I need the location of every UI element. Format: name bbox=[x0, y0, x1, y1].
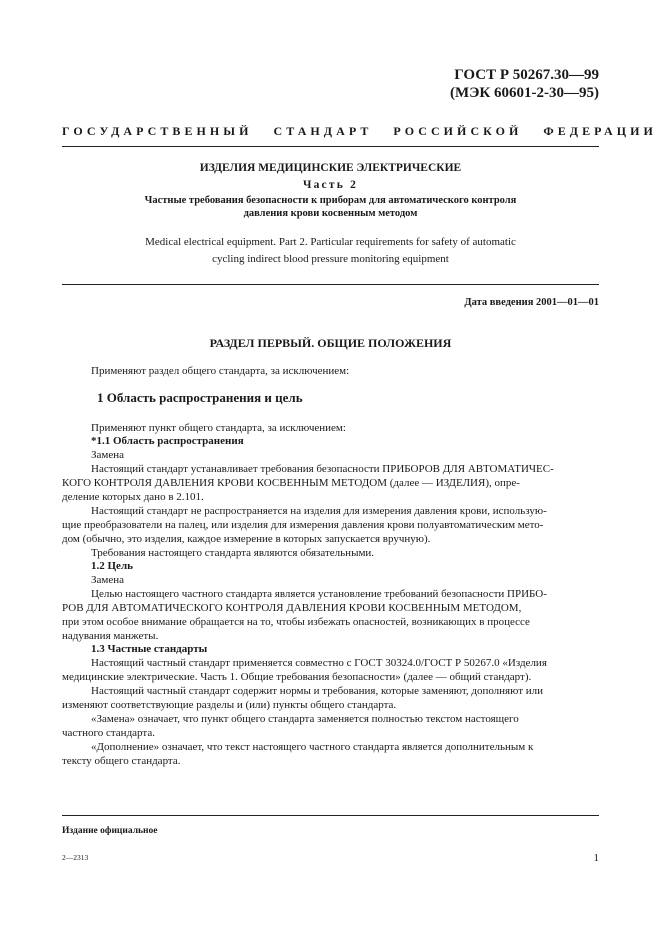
state-standard-heading bbox=[62, 124, 657, 139]
title-rule bbox=[62, 284, 599, 285]
paragraph-line: тексту общего стандарта. bbox=[62, 755, 181, 767]
paragraph-line: КОГО КОНТРОЛЯ ДАВЛЕНИЯ КРОВИ КОСВЕННЫМ МЕТОДОМ (далее — ИЗДЕЛИЯ), опре- bbox=[62, 477, 520, 489]
official-edition-label: Издание официальное bbox=[62, 826, 158, 836]
paragraph-line: дом (обычно, это изделия, каждое измерение в которых запускается вручную). bbox=[62, 533, 431, 545]
standard-number-block bbox=[450, 66, 599, 102]
title-part: Часть 2 bbox=[302, 179, 359, 191]
section-heading: РАЗДЕЛ ПЕРВЫЙ. ОБЩИЕ ПОЛОЖЕНИЯ bbox=[209, 336, 452, 350]
header-rule bbox=[62, 146, 599, 147]
subclause-1-1-heading: *1.1 Область распространения bbox=[91, 435, 244, 447]
paragraph: Требования настоящего стандарта являются обязательными. bbox=[91, 547, 375, 559]
paragraph: Применяют раздел общего стандарта, за исключением: bbox=[91, 365, 350, 377]
paragraph-line: при этом особое внимание обращается на то, чтобы избежать опасностей, возникающих в процессе bbox=[62, 616, 530, 628]
paragraph-line: «Дополнение» означает, что текст настоящего частного стандарта является дополнительным к bbox=[91, 741, 534, 753]
english-title-line-1: Medical electrical equipment. Part 2. Particular requirements for safety of automatic bbox=[145, 236, 516, 248]
state-word: ГОСУДАРСТВЕННЫЙ bbox=[62, 124, 253, 138]
paragraph-line: Настоящий частный стандарт применяется совместно с ГОСТ 30324.0/ГОСТ Р 50267.0 «Изделия bbox=[91, 657, 547, 669]
state-word: СТАНДАРТ bbox=[273, 124, 373, 138]
paragraph-line: частного стандарта. bbox=[62, 727, 155, 739]
title-line-1: ИЗДЕЛИЯ МЕДИЦИНСКИЕ ЭЛЕКТРИЧЕСКИЕ bbox=[199, 162, 462, 174]
paragraph-line: деление которых дано в 2.101. bbox=[62, 491, 204, 503]
paragraph-line: надувания манжеты. bbox=[62, 630, 159, 642]
paragraph-line: Настоящий стандарт устанавливает требования безопасности ПРИБОРОВ ДЛЯ АВТОМАТИЧЕС- bbox=[91, 463, 554, 475]
state-word: ФЕДЕРАЦИИ bbox=[543, 124, 657, 138]
iec-number: (МЭК 60601-2-30—95) bbox=[450, 85, 599, 101]
clause-1-heading: 1 Область распространения и цель bbox=[97, 390, 303, 405]
subclause-1-2-heading: 1.2 Цель bbox=[91, 560, 133, 572]
paragraph: Применяют пункт общего стандарта, за исключением: bbox=[91, 422, 346, 434]
paragraph-line: Настоящий стандарт не распространяется на изделия для измерения давления крови, использую- bbox=[91, 505, 547, 517]
replacement-label: Замена bbox=[91, 449, 125, 461]
paragraph-line: Целью настоящего частного стандарта является установление требований безопасности ПРИБО- bbox=[91, 588, 547, 600]
english-title-line-2: cycling indirect blood pressure monitoring equipment bbox=[212, 253, 449, 265]
footer-rule bbox=[62, 815, 599, 816]
paragraph-line: медицинские электрические. Часть 1. Общие требования безопасности» (далее — общий стандарт). bbox=[62, 671, 532, 683]
paragraph-line: щие преобразователи на палец, или изделия для измерения давления крови полуавтоматическим мето- bbox=[62, 519, 544, 531]
state-word: РОССИЙСКОЙ bbox=[393, 124, 523, 138]
title-line-3: Частные требования безопасности к приборам для автоматического контроля bbox=[144, 195, 517, 206]
introduction-date: Дата введения 2001—01—01 bbox=[464, 297, 599, 308]
paragraph-line: Настоящий частный стандарт содержит нормы и требования, которые заменяют, дополняют или bbox=[91, 685, 544, 697]
title-line-4: давления крови косвенным методом bbox=[243, 208, 418, 219]
subclause-1-3-heading: 1.3 Частные стандарты bbox=[91, 643, 208, 655]
replacement-label: Замена bbox=[91, 574, 125, 586]
standard-number: ГОСТ Р 50267.30—99 bbox=[454, 67, 599, 83]
page-number: 1 bbox=[593, 852, 599, 864]
paragraph-line: изменяют соответствующие разделы и (или) пункты общего стандарта. bbox=[62, 699, 397, 711]
paragraph-line: РОВ ДЛЯ АВТОМАТИЧЕСКОГО КОНТРОЛЯ ДАВЛЕНИЯ КРОВИ КОСВЕННЫМ МЕТОДОМ, bbox=[62, 602, 522, 614]
paragraph-line: «Замена» означает, что пункт общего стандарта заменяется полностью текстом настоящего bbox=[91, 713, 519, 725]
print-code: 2—2313 bbox=[62, 853, 89, 862]
